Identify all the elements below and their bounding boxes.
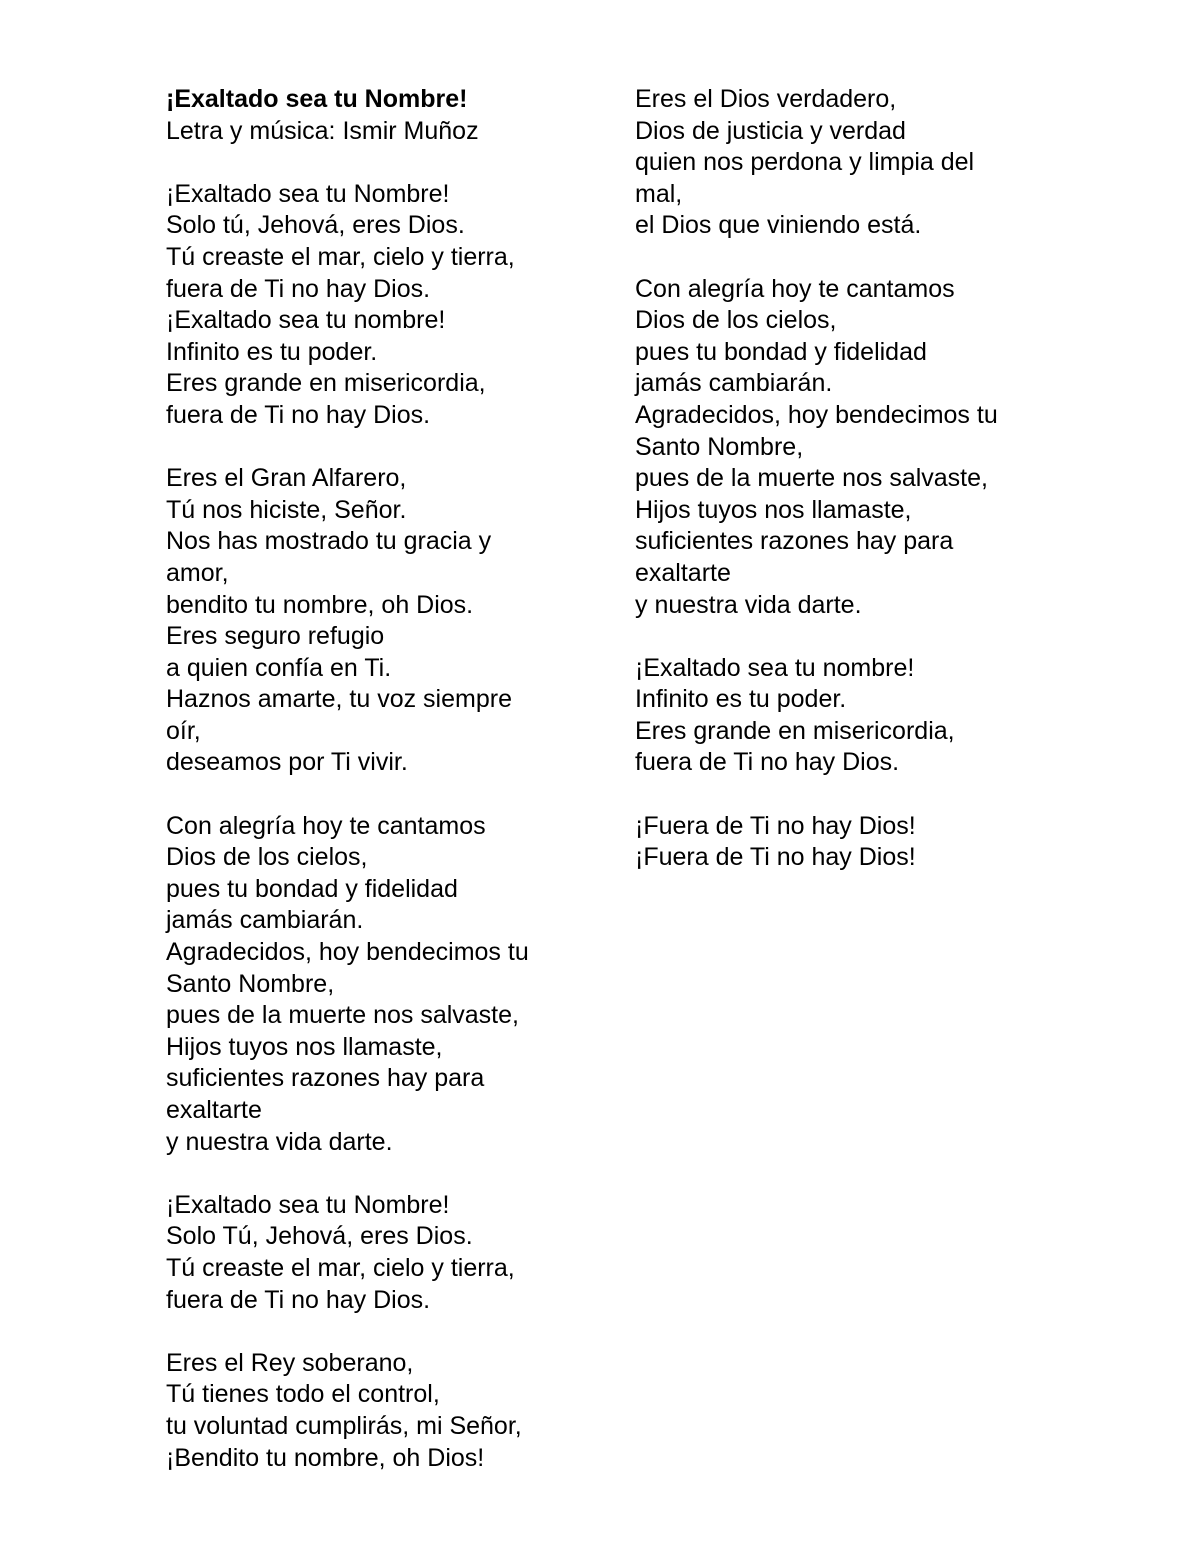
lyric-line: Eres el Gran Alfarero, (166, 464, 407, 493)
lyric-line: suficientes razones hay para (166, 1064, 485, 1093)
lyric-line: Nos has mostrado tu gracia y (166, 527, 492, 556)
lyric-line: bendito tu nombre, oh Dios. (166, 590, 474, 619)
lyric-line: Santo Nombre, (635, 432, 804, 461)
lyric-line: pues de la muerte nos salvaste, (635, 464, 988, 493)
lyric-line: deseamos por Ti vivir. (166, 748, 408, 777)
stanza (635, 274, 1055, 622)
lyric-line: exaltarte (166, 1096, 262, 1124)
stanza-gap (166, 1316, 586, 1348)
lyric-line: Solo Tú, Jehová, eres Dios. (166, 1222, 473, 1251)
stanza-gap (166, 779, 586, 811)
lyric-line: pues de la muerte nos salvaste, (166, 1001, 519, 1030)
lyric-line: y nuestra vida darte. (166, 1127, 393, 1156)
stanza (166, 1190, 586, 1316)
song-credits: Letra y música: Ismir Muñoz (166, 116, 479, 145)
stanza (635, 811, 1055, 874)
lyric-line: Infinito es tu poder. (635, 685, 847, 714)
lyric-line: Hijos tuyos nos llamaste, (635, 495, 912, 524)
lyric-line: ¡Exaltado sea tu Nombre! (166, 1190, 450, 1219)
lyric-line: ¡Bendito tu nombre, oh Dios! (166, 1443, 485, 1472)
song-title: ¡Exaltado sea tu Nombre! (166, 85, 468, 113)
lyric-line: Dios de justicia y verdad (635, 116, 906, 145)
lyric-line: Tú tienes todo el control, (166, 1380, 440, 1409)
lyric-line: Con alegría hoy te cantamos (166, 811, 486, 840)
stanza-gap (166, 432, 586, 464)
lyric-line: Dios de los cielos, (166, 843, 368, 872)
stanza (166, 463, 586, 779)
lyric-line: fuera de Ti no hay Dios. (635, 748, 900, 777)
stanza (166, 1348, 586, 1474)
lyric-line: Dios de los cielos, (635, 306, 837, 335)
stanza (166, 179, 586, 432)
lyric-line: exaltarte (635, 558, 731, 587)
lyric-line: Tú creaste el mar, cielo y tierra, (166, 1253, 515, 1282)
stanza-gap (166, 1158, 586, 1190)
lyric-line: tu voluntad cumplirás, mi Señor, (166, 1411, 522, 1440)
stanza-gap (166, 147, 586, 179)
stanza-gap (635, 242, 1055, 274)
lyric-line: el Dios que viniendo está. (635, 211, 922, 240)
lyric-line: Solo tú, Jehová, eres Dios. (166, 211, 465, 240)
lyric-line: Infinito es tu poder. (166, 337, 378, 366)
lyric-line: Santo Nombre, (166, 969, 335, 998)
lyric-line: oír, (166, 716, 201, 745)
lyric-line: Eres grande en misericordia, (635, 716, 955, 745)
left-column (166, 84, 586, 1474)
stanza-gap (635, 779, 1055, 811)
stanza (166, 811, 586, 1159)
stanza (635, 84, 1055, 242)
lyric-line: Eres seguro refugio (166, 622, 385, 651)
lyric-line: Tú nos hiciste, Señor. (166, 495, 407, 524)
lyric-line: ¡Exaltado sea tu Nombre! (166, 179, 450, 208)
lyric-line: pues tu bondad y fidelidad (635, 337, 927, 366)
lyric-line: pues tu bondad y fidelidad (166, 874, 458, 903)
lyric-line: suficientes razones hay para (635, 527, 954, 556)
lyric-line: fuera de Ti no hay Dios. (166, 1285, 431, 1314)
stanza-gap (635, 621, 1055, 653)
right-stanzas (635, 84, 1055, 874)
lyric-line: Tú creaste el mar, cielo y tierra, (166, 242, 515, 271)
lyric-line: quien nos perdona y limpia del (635, 148, 975, 177)
lyric-line: ¡Exaltado sea tu nombre! (635, 653, 915, 682)
lyric-line: ¡Fuera de Ti no hay Dios! (635, 811, 916, 840)
lyric-line: Eres el Dios verdadero, (635, 85, 897, 113)
lyric-line: amor, (166, 558, 229, 587)
left-stanzas (166, 179, 586, 1474)
lyric-line: Haznos amarte, tu voz siempre (166, 685, 512, 714)
lyric-line: jamás cambiarán. (166, 906, 364, 935)
lyric-line: fuera de Ti no hay Dios. (166, 400, 431, 429)
lyric-line: Hijos tuyos nos llamaste, (166, 1032, 443, 1061)
stanza (635, 653, 1055, 779)
lyric-line: ¡Fuera de Ti no hay Dios! (635, 843, 916, 872)
lyric-line: a quien confía en Ti. (166, 653, 392, 682)
lyric-line: Eres grande en misericordia, (166, 369, 486, 398)
right-column (635, 84, 1055, 874)
lyric-line: mal, (635, 179, 683, 208)
lyric-line: ¡Exaltado sea tu nombre! (166, 306, 446, 335)
lyric-line: fuera de Ti no hay Dios. (166, 274, 431, 303)
lyric-line: y nuestra vida darte. (635, 590, 862, 619)
lyric-line: jamás cambiarán. (635, 369, 833, 398)
lyric-line: Agradecidos, hoy bendecimos tu (166, 938, 529, 967)
lyric-line: Agradecidos, hoy bendecimos tu (635, 400, 998, 429)
lyric-line: Eres el Rey soberano, (166, 1348, 414, 1377)
lyric-line: Con alegría hoy te cantamos (635, 274, 955, 303)
